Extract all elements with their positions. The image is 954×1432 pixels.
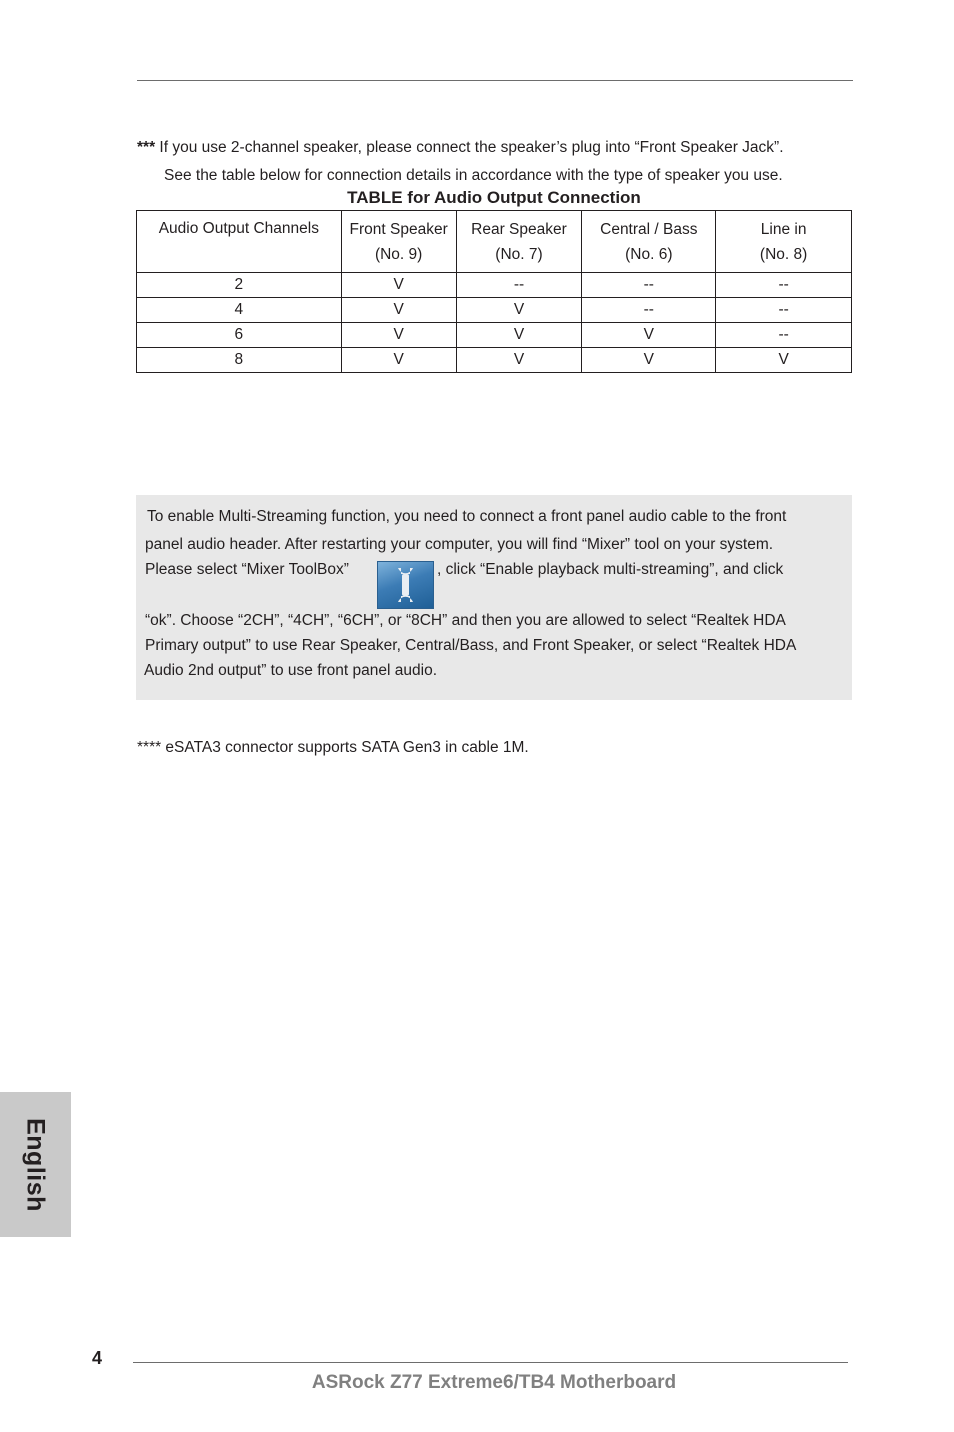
- table-cell: V: [582, 323, 716, 348]
- table-cell: V: [341, 323, 456, 348]
- table-cell: V: [341, 298, 456, 323]
- header-channels: [137, 211, 342, 273]
- note-line1-text: If you use 2-channel speaker, please connect the speaker’s plug into “Front Speaker Jack”.: [159, 139, 784, 156]
- info-line3b: , click “Enable playback multi-streaming”, and click: [437, 561, 784, 578]
- header-front-speaker: [341, 211, 456, 273]
- top-divider: [137, 80, 853, 81]
- table-cell: --: [716, 273, 852, 298]
- table-cell: --: [716, 323, 852, 348]
- table-cell: V: [716, 348, 852, 373]
- bottom-divider: [133, 1362, 848, 1363]
- table-cell: V: [582, 348, 716, 373]
- header-central-line1: Central / Bass: [600, 220, 698, 238]
- info-line2: panel audio header. After restarting your computer, you will find “Mixer” tool on your system.: [145, 536, 774, 553]
- header-rear-line1: Rear Speaker: [471, 220, 567, 238]
- info-line3a: Please select “Mixer ToolBox”: [145, 561, 349, 578]
- header-line-in: [716, 211, 852, 273]
- mixer-toolbox-wrench-icon: [377, 561, 434, 609]
- table-cell: V: [341, 273, 456, 298]
- header-central-bass: [582, 211, 716, 273]
- table-cell: 2: [137, 273, 342, 298]
- note-stars: ***: [137, 139, 156, 156]
- table-row: [137, 298, 852, 323]
- header-rear-speaker: [456, 211, 582, 273]
- info-line5: Primary output” to use Rear Speaker, Central/Bass, and Front Speaker, or select “Realtek HDA: [145, 637, 797, 654]
- speaker-note-line2: See the table below for connection details in accordance with the type of speaker you use.: [164, 167, 783, 184]
- table-cell: --: [582, 298, 716, 323]
- language-label: English: [21, 1118, 50, 1212]
- speaker-note-line1: [137, 134, 853, 162]
- header-linein-line1: Line in: [760, 220, 807, 238]
- table-row: [137, 273, 852, 298]
- header-linein-line2: (No. 8): [759, 245, 808, 263]
- table-cell: --: [456, 273, 582, 298]
- table-row: [137, 323, 852, 348]
- table-cell: --: [716, 298, 852, 323]
- page-number: 4: [92, 1348, 103, 1368]
- header-central-line2: (No. 6): [625, 245, 673, 263]
- footer-title: ASRock Z77 Extreme6/TB4 Motherboard: [311, 1372, 677, 1393]
- table-cell: 4: [137, 298, 342, 323]
- esata-note: **** eSATA3 connector supports SATA Gen3 in cable 1M.: [137, 739, 529, 756]
- table-cell: 8: [137, 348, 342, 373]
- info-line6: Audio 2nd output” to use front panel audio.: [144, 662, 437, 679]
- table-cell: V: [456, 348, 582, 373]
- header-front-line2: (No. 9): [374, 245, 423, 263]
- table-title: TABLE for Audio Output Connection: [347, 188, 641, 207]
- table-cell: 6: [137, 323, 342, 348]
- info-line1: To enable Multi-Streaming function, you need to connect a front panel audio cable to the front: [147, 508, 787, 525]
- header-channels-label: Audio Output Channels: [158, 220, 319, 237]
- speaker-note: [137, 134, 853, 190]
- table-cell: V: [456, 323, 582, 348]
- table-header-row: [137, 211, 852, 273]
- info-line4: “ok”. Choose “2CH”, “4CH”, “6CH”, or “8CH” and then you are allowed to select “Realtek HDA: [145, 612, 786, 629]
- header-front-line1: Front Speaker: [349, 220, 448, 238]
- table-cell: --: [582, 273, 716, 298]
- wrench-icon: [378, 562, 433, 608]
- audio-output-table: [136, 210, 852, 373]
- header-rear-line2: (No. 7): [495, 245, 543, 263]
- table-row: [137, 348, 852, 373]
- language-side-tab: [0, 1092, 71, 1237]
- table-cell: V: [456, 298, 582, 323]
- table-cell: V: [341, 348, 456, 373]
- multistreaming-info-box: [136, 495, 852, 700]
